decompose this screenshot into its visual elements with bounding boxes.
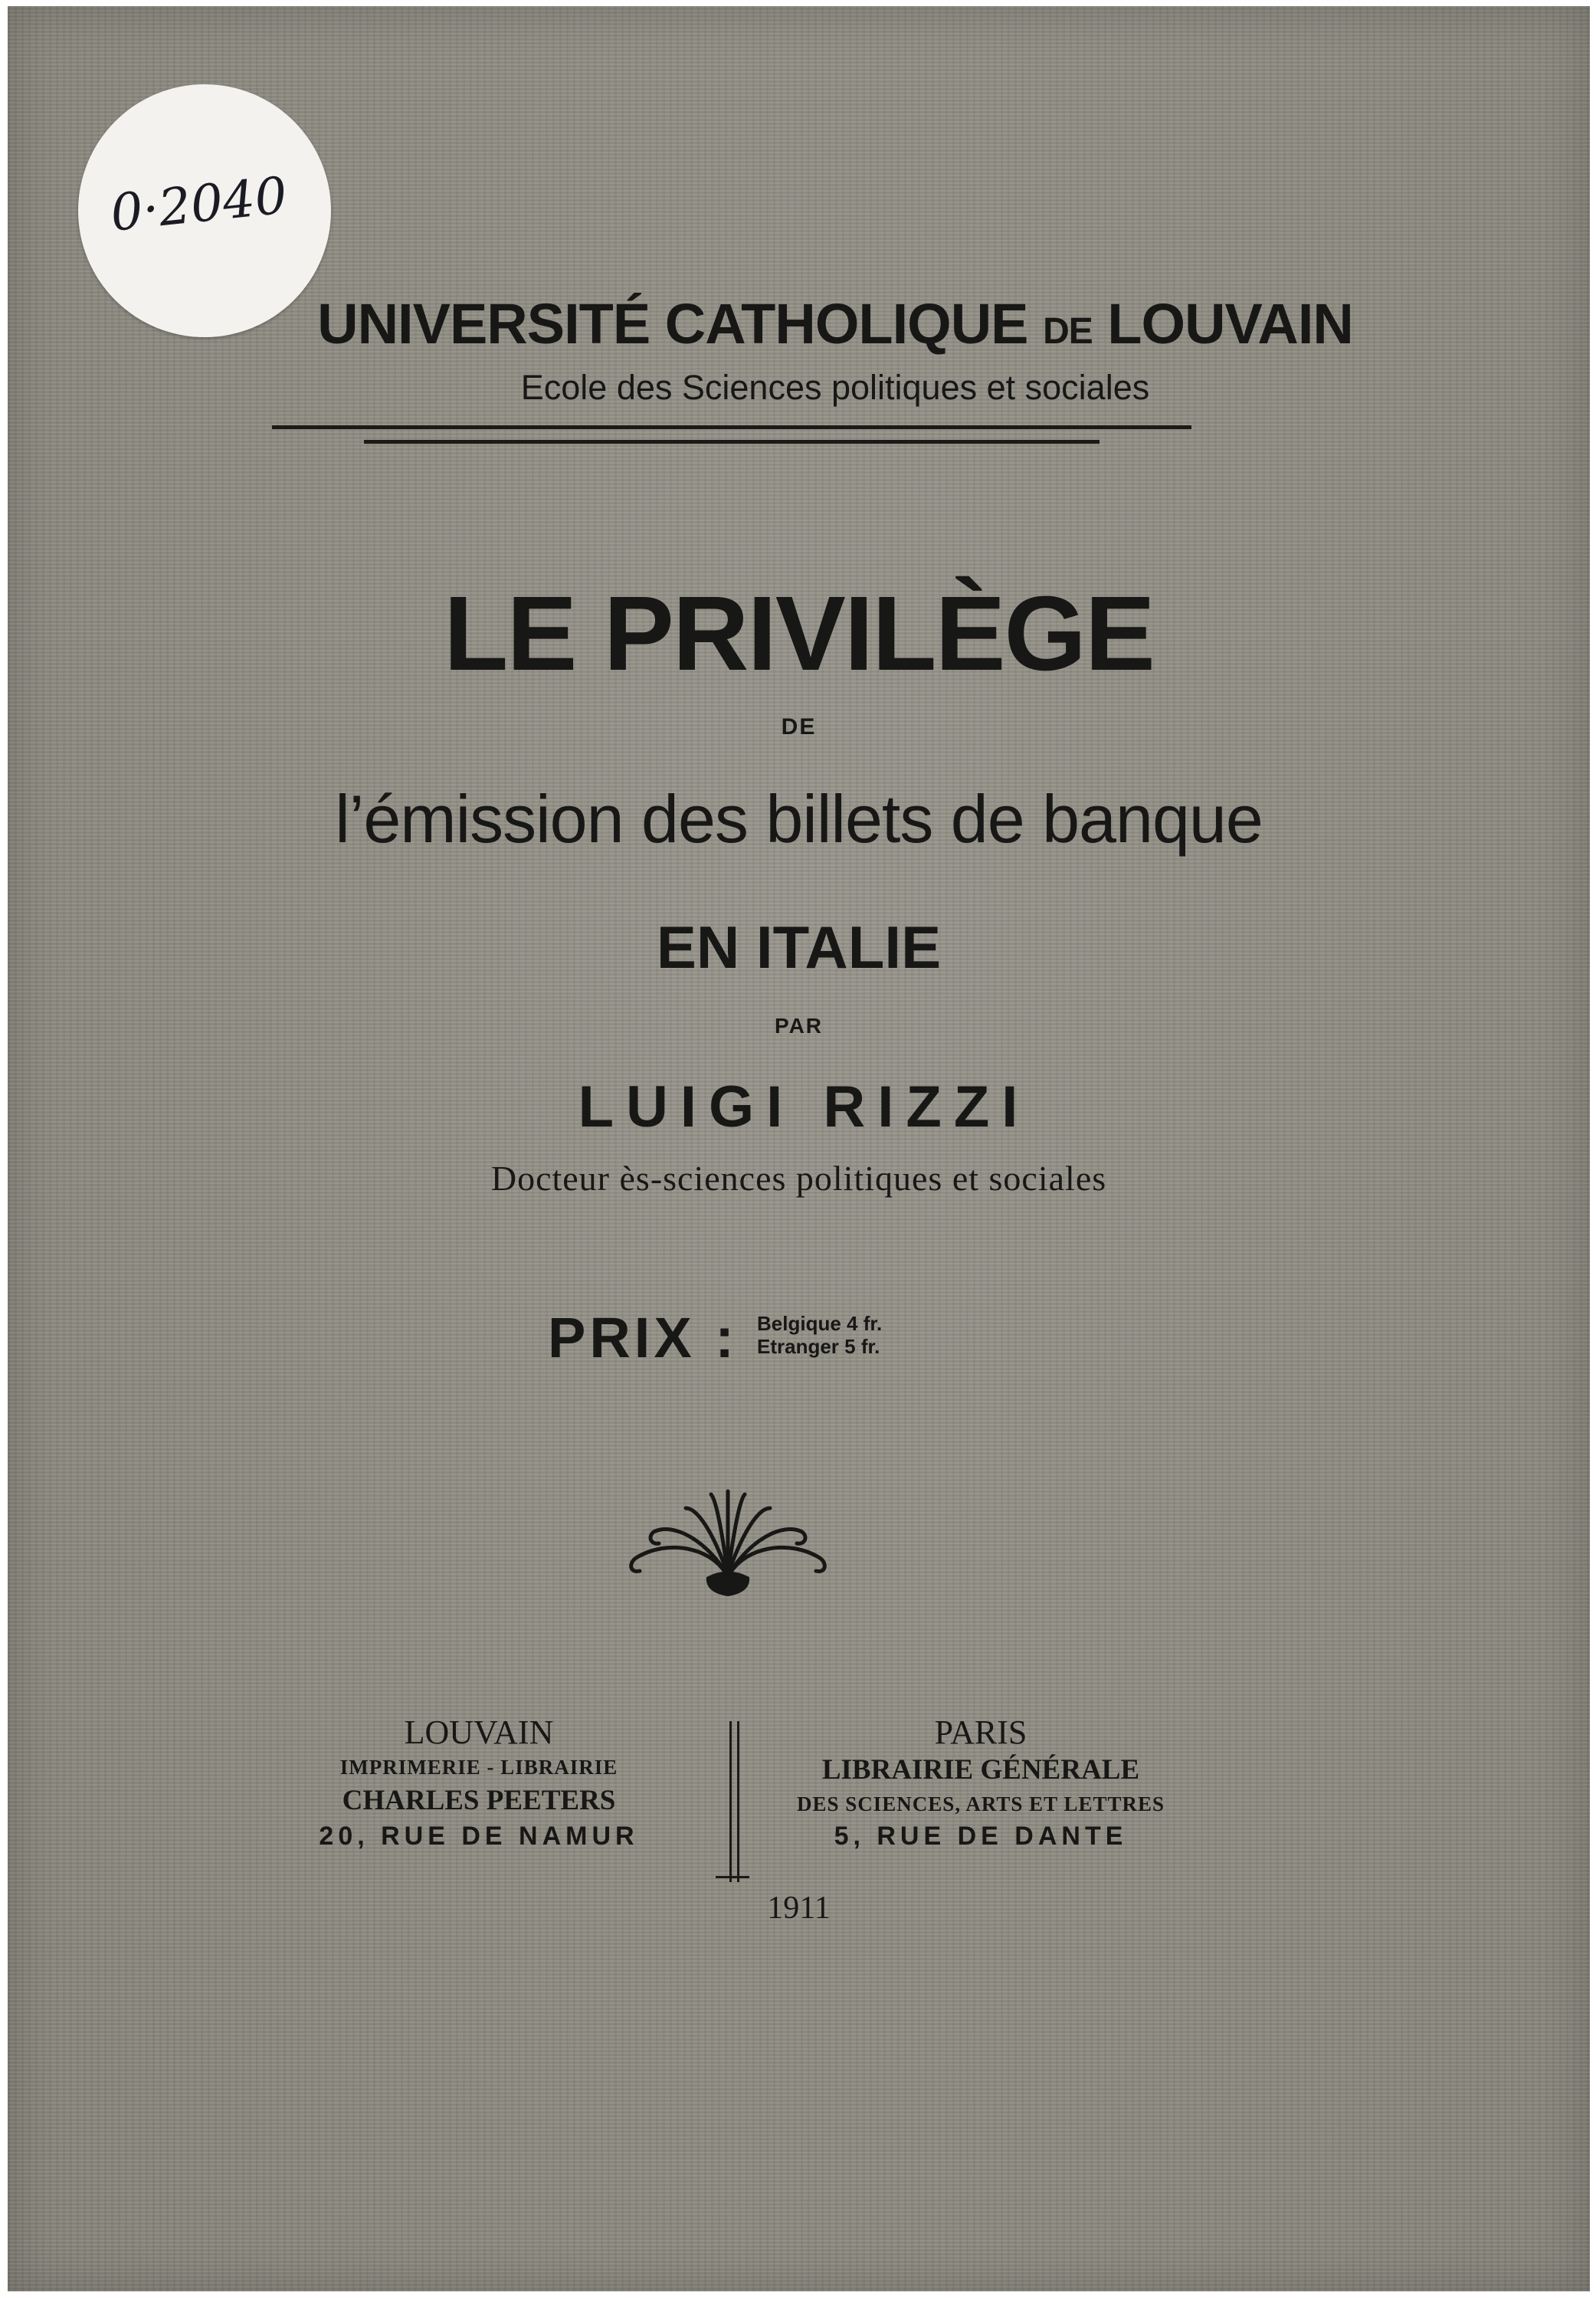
year-rule	[716, 1876, 749, 1878]
publisher-name: LIBRAIRIE GÉNÉRALE	[821, 1754, 1140, 1786]
by-label: PAR	[774, 1014, 824, 1038]
book-country: EN ITALIE	[656, 913, 942, 981]
price-details	[757, 1312, 882, 1358]
publisher-louvain	[264, 1714, 693, 1853]
university-name-part1: UNIVERSITÉ CATHOLIQUE	[317, 292, 1044, 356]
price-label: PRIX :	[548, 1306, 738, 1369]
publisher-city: PARIS	[934, 1714, 1027, 1751]
publisher-city: LOUVAIN	[404, 1714, 554, 1751]
title-connector: DE	[781, 714, 817, 740]
publisher-address: 5, RUE DE DANTE	[834, 1822, 1128, 1851]
publication-year: 1911	[767, 1891, 831, 1926]
publisher-divider	[737, 1721, 739, 1882]
book-subtitle: l’émission des billets de banque	[335, 781, 1263, 857]
price-etranger: Etranger 5 fr.	[757, 1335, 880, 1358]
header-rule-long	[272, 425, 1191, 429]
university-name-de: DE	[1043, 311, 1093, 352]
publisher-divider	[729, 1721, 732, 1882]
publisher-paris	[766, 1714, 1195, 1853]
label-shelfmark: 0·2040	[107, 166, 290, 243]
author-name: LUIGI RIZZI	[578, 1074, 1031, 1140]
publisher-type: IMPRIMERIE - LIBRAIRIE	[339, 1756, 618, 1779]
book-cover	[8, 6, 1590, 2291]
publisher-address: 20, RUE DE NAMUR	[319, 1822, 639, 1851]
publisher-type: DES SCIENCES, ARTS ET LETTRES	[797, 1792, 1165, 1815]
university-name	[8, 291, 1590, 356]
university-name-part2: LOUVAIN	[1092, 292, 1353, 356]
publisher-name: CHARLES PEETERS	[342, 1785, 616, 1816]
author-degree: Docteur ès-sciences politiques et sociales	[490, 1159, 1107, 1198]
palmette-ornament-icon	[621, 1485, 835, 1608]
school-name: Ecole des Sciences politiques et sociales	[520, 368, 1150, 407]
price-belgique: Belgique 4 fr.	[757, 1312, 883, 1335]
book-title: LE PRIVILÈGE	[444, 575, 1154, 693]
header-rule-short	[364, 440, 1100, 444]
